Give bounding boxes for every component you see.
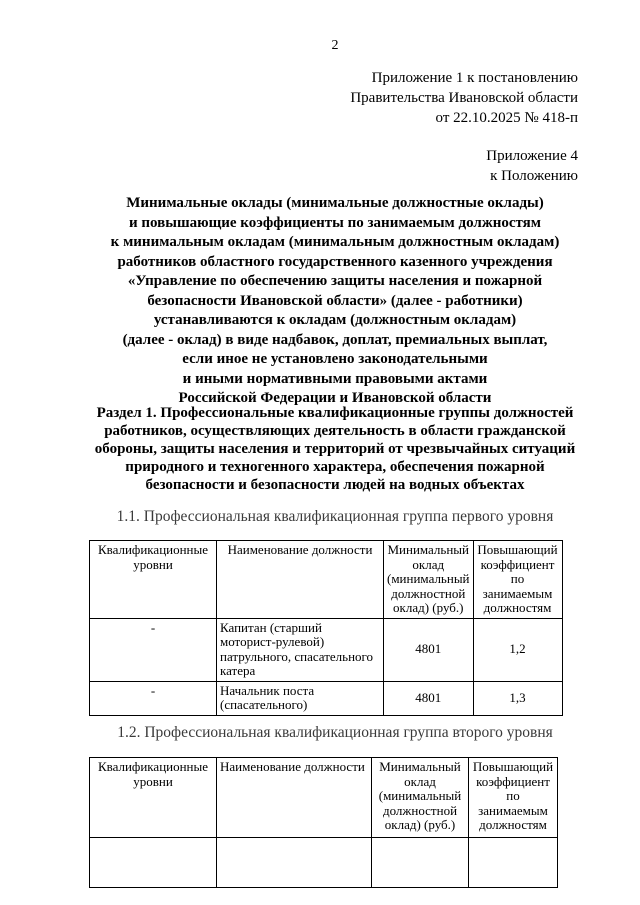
group2-heading: 1.2. Профессиональная квалификационная группа второго уровня — [117, 724, 553, 741]
title-line: работников областного государственного казенного учреждения — [117, 253, 553, 270]
appendix-sub-line: к Положению — [490, 168, 578, 184]
title-line: к минимальным окладам (минимальным должностным окладам) — [110, 234, 560, 250]
title-line: и иными нормативными правовыми актами — [182, 370, 488, 387]
header-level: Квалификационные уровни — [90, 541, 217, 619]
page-number: 2 — [331, 38, 339, 53]
header-name: Наименование должности — [217, 758, 372, 838]
title-line: безопасности Ивановской области» (далее - работники) — [147, 292, 523, 309]
title-line: (далее - оклад) в виде надбавок, доплат, премиальных выплат, — [122, 331, 548, 348]
appendix-sub-line: Приложение 4 — [486, 148, 578, 164]
table-row — [90, 618, 563, 681]
cell-empty — [217, 838, 372, 888]
cell-salary: 4801 — [384, 681, 474, 715]
section-line: работников, осуществляющих деятельность в области гражданской — [104, 423, 566, 439]
appendix-main-line: от 22.10.2025 № 418-п — [435, 110, 578, 126]
title-line: «Управление по обеспечению защиты населения и пожарной — [127, 273, 543, 289]
cell-empty — [469, 838, 558, 888]
group1-heading: 1.1. Профессиональная квалификационная группа первого уровня — [116, 508, 554, 525]
section-line: обороны, защиты населения и территорий от чрезвычайных ситуаций — [94, 441, 576, 457]
table-header-row — [90, 758, 558, 838]
group1-table — [89, 540, 563, 716]
table-header-row — [90, 541, 563, 619]
section-line: Раздел 1. Профессиональные квалификационные группы должностей — [96, 405, 574, 421]
cell-empty — [372, 838, 469, 888]
title-line: Минимальные оклады (минимальные должностные оклады) — [126, 195, 544, 211]
cell-coef: 1,2 — [473, 618, 562, 681]
group2-table — [89, 757, 558, 888]
document-title — [70, 194, 600, 409]
cell-empty — [90, 838, 217, 888]
cell-name: Начальник поста (спасательного) — [217, 681, 384, 715]
title-line: Российской Федерации и Ивановской области — [178, 390, 492, 406]
cell-coef: 1,3 — [473, 681, 562, 715]
cell-name: Капитан (старший моторист-рулевой) патрульного, спасательного катера — [217, 618, 384, 681]
header-salary: Минимальный оклад (минимальный должностной оклад) (руб.) — [372, 758, 469, 838]
table-row — [90, 838, 558, 888]
header-level: Квалификационные уровни — [90, 758, 217, 838]
header-name: Наименование должности — [217, 541, 384, 619]
cell-level: - — [90, 681, 217, 715]
section-line: безопасности и безопасности людей на водных объектах — [145, 477, 525, 493]
title-line: и повышающие коэффициенты по занимаемым должностям — [128, 214, 541, 231]
title-line: устанавливаются к окладам (должностным окладам) — [153, 312, 517, 328]
cell-level: - — [90, 618, 217, 681]
section-line: природного и техногенного характера, обеспечения пожарной — [125, 459, 545, 475]
cell-salary: 4801 — [384, 618, 474, 681]
appendix-sub — [486, 146, 578, 186]
table-row — [90, 681, 563, 715]
appendix-main-line: Правительства Ивановской области — [350, 90, 578, 106]
appendix-main — [350, 68, 578, 128]
section-heading — [80, 404, 590, 494]
title-line: если иное не установлено законодательными — [182, 351, 488, 367]
header-coef: Повышающий коэффициент по занимаемым должностям — [473, 541, 562, 619]
header-coef: Повышающий коэффициент по занимаемым должностям — [469, 758, 558, 838]
header-salary: Минимальный оклад (минимальный должностной оклад) (руб.) — [384, 541, 474, 619]
appendix-main-line: Приложение 1 к постановлению — [371, 70, 578, 86]
